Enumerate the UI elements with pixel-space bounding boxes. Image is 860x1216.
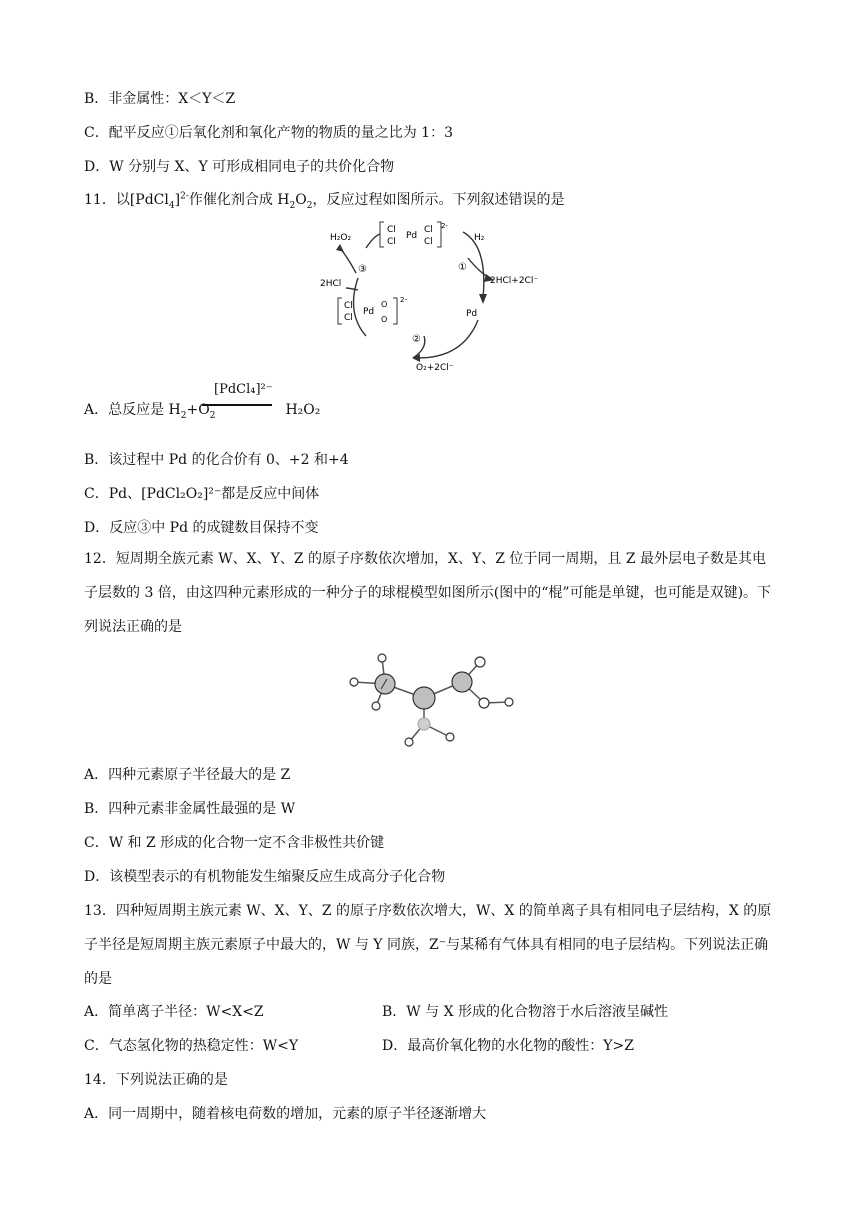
q13-option-b: B．W 与 X 形成的化合物溶于水后溶液呈碱性 [382,1004,668,1020]
ball-stick-model [342,650,522,750]
q11-option-d: D．反应③中 Pd 的成键数目保持不变 [84,520,319,536]
pd-label: Pd [406,231,418,241]
h2-label: H₂ [474,233,485,243]
2hcl-label: 2HCl [320,279,342,289]
charge-label: 2- [400,296,407,304]
h2o2-label: H₂O₂ [330,233,352,243]
step-3-marker: ③ [358,264,367,275]
catalyst-label: [PdCl₄]²⁻ [214,382,273,397]
q13-option-c: C．气态氢化物的热稳定性：W<Y [84,1038,299,1054]
o2-2cl-label: O₂+2Cl⁻ [416,363,454,373]
q10-option-d: D．W 分别与 X、Y 可形成相同电子的共价化合物 [84,159,395,175]
oxygen-label: O [381,315,388,324]
oxygen-label: O [381,300,388,309]
q14-option-a: A．同一周期中，随着核电荷数的增加，元素的原子半径逐渐增大 [84,1106,487,1122]
q11-option-b: B．该过程中 Pd 的化合价有 0、+2 和+4 [84,452,349,468]
cl-label: Cl [344,301,353,311]
2hcl-2cl-label: 2HCl+2Cl⁻ [490,276,539,286]
q10-option-c: C．配平反应①后氧化剂和氧化产物的物质的量之比为 1：3 [84,125,453,141]
q12-option-a: A．四种元素原子半径最大的是 Z [84,767,291,783]
pd-label: Pd [363,307,375,317]
q10-option-b: B．非金属性：X＜Y＜Z [84,91,236,107]
q13-stem: 13．四种短周期主族元素 W、X、Y、Z 的原子序数依次增大，W、X 的简单离子具有相同电子层结构，X 的原子半径是短周期主族元素原子中最大的，W 与 Y 同族，Z⁻与某稀有气体具有相同的电子层结构。下列说法正确的是 [84,903,772,987]
step-2-marker: ② [412,334,421,345]
q11-option-a: A．总反应是 $H_2+O_2$ H₂O₂ [84,402,321,421]
q11-option-c: C．Pd、[PdCl₂O₂]²⁻都是反应中间体 [84,486,320,502]
step-1-marker: ① [458,262,467,273]
cl-label: Cl [387,237,396,247]
q13-option-d: D．最高价氧化物的水化物的酸性：Y>Z [382,1038,634,1054]
q14-stem: 14．下列说法正确的是 [84,1072,228,1088]
cl-label: Cl [387,225,396,235]
q11-stem: 11．以[PdCl$_4$]$^{2-}$作催化剂合成 $H_2O_2$，反应过程如图所示。下列叙述错误的是 [84,191,565,211]
q12-option-d: D．该模型表示的有机物能发生缩聚反应生成高分子化合物 [84,869,446,885]
charge-label: 2- [441,222,448,230]
pd-species-label: Pd [466,309,478,319]
q12-stem: 12．短周期全族元素 W、X、Y、Z 的原子序数依次增加，X、Y、Z 位于同一周期，且 Z 最外层电子数是其电子层数的 3 倍，由这四种元素形成的一种分子的球棍模型如图所示(图中的“棍”可能是单键，也可能是双键)。下列说法正确的是 [84,551,772,635]
catalytic-cycle-diagram [318,218,548,373]
cl-label: Cl [424,237,433,247]
cl-label: Cl [424,225,433,235]
equilibrium-equals-sign [202,404,272,406]
q12-option-b: B．四种元素非金属性最强的是 W [84,801,296,817]
q12-option-c: C．W 和 Z 形成的化合物一定不含非极性共价键 [84,835,385,851]
cl-label: Cl [344,313,353,323]
q13-option-a: A．简单离子半径：W<X<Z [84,1004,264,1020]
